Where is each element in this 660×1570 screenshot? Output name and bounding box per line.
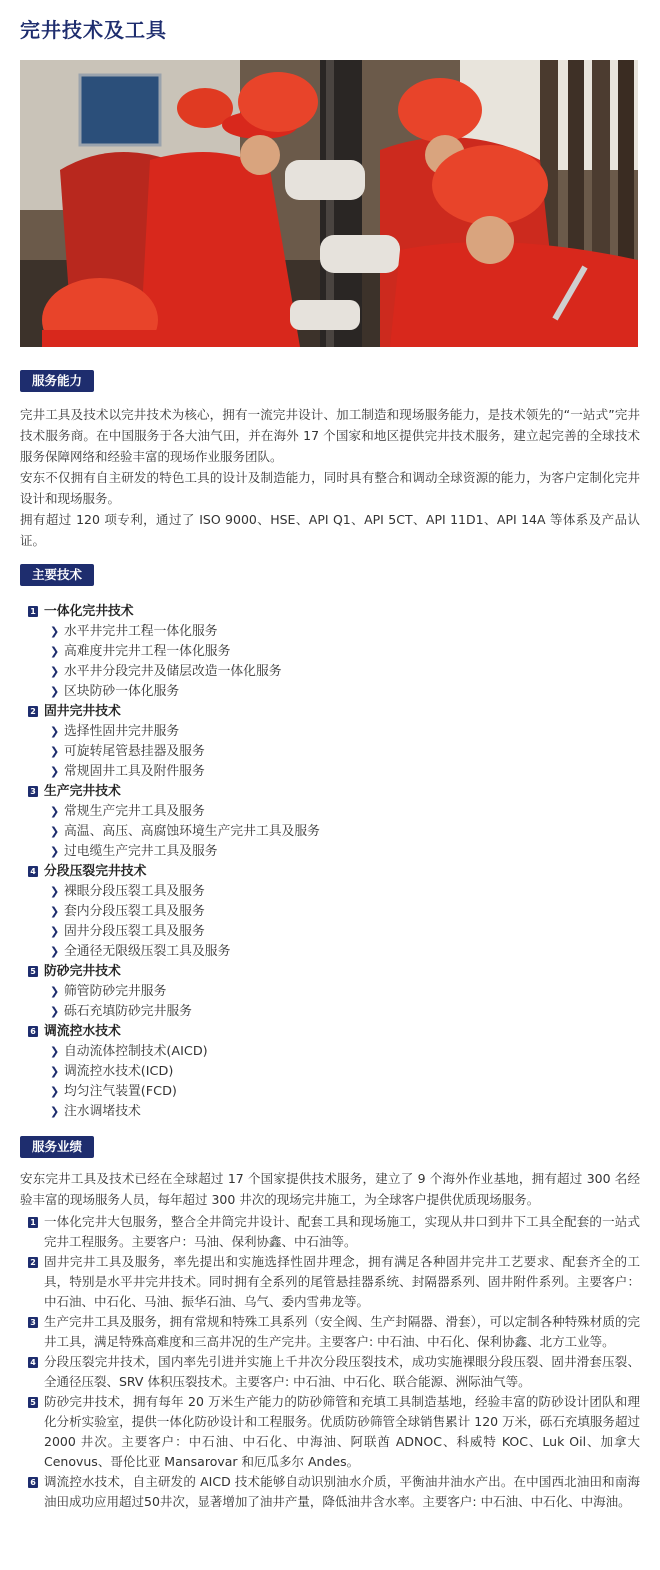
list-item-text: 防砂完井技术，拥有每年 20 万米生产能力的防砂筛管和充填工具制造基地，经验丰富的防砂设计团队和理化分析实验室，提供一体化防砂设计和工程服务。优质防砂筛管全球销售累计 120 万米，砾石充填服务超过 2000 井次。主要客户：中石油、中石化、中海油、阿联酋 ADNOC、科威特 KOC、Luk Oil、加拿大 Cenovus、哥伦比亚 Mansarovar 和厄瓜多尔 Andes。 bbox=[44, 1394, 640, 1469]
tech-item-label: 过电缆生产完井工具及服务 bbox=[64, 844, 218, 859]
list-item bbox=[28, 1352, 640, 1392]
tech-item-label: 自动流体控制技术(AICD) bbox=[64, 1044, 208, 1059]
tech-item-label: 高温、高压、高腐蚀环境生产完井工具及服务 bbox=[64, 824, 320, 839]
chevron-right-icon: ❯ bbox=[50, 765, 60, 778]
tech-category-title: 调流控水技术 bbox=[44, 1024, 121, 1039]
tech-item-label: 固井分段压裂工具及服务 bbox=[64, 924, 205, 939]
tech-item bbox=[28, 942, 638, 962]
list-item bbox=[28, 1392, 640, 1472]
tech-category-title: 固井完井技术 bbox=[44, 704, 121, 719]
list-item-text: 调流控水技术，自主研发的 AICD 技术能够自动识别油水介质，平衡油井油水产出。在中国西北油田和南海油田成功应用超过50井次，显著增加了油井产量，降低油井含水率。主要客户: 中石油、中石化、中海油。 bbox=[44, 1474, 640, 1509]
list-item bbox=[28, 1252, 640, 1312]
tech-item bbox=[28, 722, 638, 742]
number-badge: 6 bbox=[28, 1026, 38, 1037]
tech-item bbox=[28, 822, 638, 842]
hero-photo bbox=[20, 60, 638, 347]
tech-item bbox=[28, 1102, 638, 1122]
number-badge: 1 bbox=[28, 1217, 38, 1228]
number-badge: 1 bbox=[28, 606, 38, 617]
chevron-right-icon: ❯ bbox=[50, 1045, 60, 1058]
tech-item bbox=[28, 662, 638, 682]
list-item-text: 分段压裂完井技术，国内率先引进并实施上千井次分段压裂技术，成功实施裸眼分段压裂、固井滑套压裂、全通径压裂、SRV 体积压裂技术。主要客户: 中石油、中石化、联合能源、洲际油气等。 bbox=[44, 1354, 640, 1389]
chevron-right-icon: ❯ bbox=[50, 1005, 60, 1018]
tech-item-label: 水平井完井工程一体化服务 bbox=[64, 624, 218, 639]
tech-item bbox=[28, 642, 638, 662]
section-badge-capability: 服务能力 bbox=[20, 370, 94, 392]
number-badge: 6 bbox=[28, 1477, 38, 1488]
chevron-right-icon: ❯ bbox=[50, 985, 60, 998]
number-badge: 2 bbox=[28, 1257, 38, 1268]
chevron-right-icon: ❯ bbox=[50, 745, 60, 758]
chevron-right-icon: ❯ bbox=[50, 885, 60, 898]
hero-illustration bbox=[20, 60, 638, 347]
tech-item-label: 裸眼分段压裂工具及服务 bbox=[64, 884, 205, 899]
chevron-right-icon: ❯ bbox=[50, 1105, 60, 1118]
tech-item-label: 选择性固井完井服务 bbox=[64, 724, 180, 739]
chevron-right-icon: ❯ bbox=[50, 625, 60, 638]
list-item bbox=[28, 1212, 640, 1252]
tech-item bbox=[28, 762, 638, 782]
number-badge: 5 bbox=[28, 1397, 38, 1408]
tech-item-label: 水平井分段完井及储层改造一体化服务 bbox=[64, 664, 282, 679]
chevron-right-icon: ❯ bbox=[50, 685, 60, 698]
tech-category-title: 分段压裂完井技术 bbox=[44, 864, 147, 879]
tech-item bbox=[28, 622, 638, 642]
tech-item-label: 区块防砂一体化服务 bbox=[64, 684, 180, 699]
chevron-right-icon: ❯ bbox=[50, 725, 60, 738]
tech-item bbox=[28, 802, 638, 822]
tech-item-label: 全通径无限级压裂工具及服务 bbox=[64, 944, 231, 959]
tech-item-label: 套内分段压裂工具及服务 bbox=[64, 904, 205, 919]
chevron-right-icon: ❯ bbox=[50, 905, 60, 918]
tech-item bbox=[28, 922, 638, 942]
chevron-right-icon: ❯ bbox=[50, 1085, 60, 1098]
tech-item-label: 调流控水技术(ICD) bbox=[64, 1064, 174, 1079]
tech-item-label: 均匀注气装置(FCD) bbox=[64, 1084, 177, 1099]
chevron-right-icon: ❯ bbox=[50, 645, 60, 658]
performance-list bbox=[28, 1212, 640, 1512]
chevron-right-icon: ❯ bbox=[50, 845, 60, 858]
capability-paragraph-3: 拥有超过 120 项专利，通过了 ISO 9000、HSE、API Q1、API 5CT、API 11D1、API 14A 等体系及产品认证。 bbox=[20, 512, 640, 548]
section-badge-performance: 服务业绩 bbox=[20, 1136, 94, 1158]
chevron-right-icon: ❯ bbox=[50, 805, 60, 818]
number-badge: 2 bbox=[28, 706, 38, 717]
number-badge: 4 bbox=[28, 866, 38, 877]
tech-item bbox=[28, 902, 638, 922]
chevron-right-icon: ❯ bbox=[50, 945, 60, 958]
list-item-text: 生产完井工具及服务，拥有常规和特殊工具系列（安全阀、生产封隔器、滑套），可以定制各种特殊材质的完井工具，满足特殊高难度和三高井况的生产完井。主要客户: 中石油、中石化、保利协鑫、北方工业等。 bbox=[44, 1314, 640, 1349]
tech-item-label: 可旋转尾管悬挂器及服务 bbox=[64, 744, 205, 759]
number-badge: 5 bbox=[28, 966, 38, 977]
capability-paragraph-1: 完井工具及技术以完井技术为核心，拥有一流完井设计、加工制造和现场服务能力，是技术领先的“一站式”完井技术服务商。在中国服务于各大油气田，并在海外 17 个国家和地区提供完井技术服务，建立起完善的全球技术服务保障网络和经验丰富的现场作业服务团队。 bbox=[20, 407, 640, 464]
tech-item bbox=[28, 742, 638, 762]
technology-list bbox=[28, 602, 638, 1122]
tech-category-title: 生产完井技术 bbox=[44, 784, 121, 799]
tech-category bbox=[28, 602, 638, 622]
number-badge: 3 bbox=[28, 786, 38, 797]
tech-category bbox=[28, 1022, 638, 1042]
tech-item-label: 砾石充填防砂完井服务 bbox=[64, 1004, 192, 1019]
tech-item-label: 高难度井完井工程一体化服务 bbox=[64, 644, 231, 659]
tech-item bbox=[28, 1062, 638, 1082]
tech-item bbox=[28, 842, 638, 862]
tech-item bbox=[28, 1082, 638, 1102]
list-item-text: 固井完井工具及服务，率先提出和实施选择性固井理念，拥有满足各种固井完井工艺要求、配套齐全的工具，特别是水平井完井技术。同时拥有全系列的尾管悬挂器系统、封隔器系列、固井附件系列。主要客户：中石油、中石化、马油、振华石油、乌气、委内雪弗龙等。 bbox=[44, 1254, 640, 1309]
tech-item bbox=[28, 1002, 638, 1022]
tech-category bbox=[28, 862, 638, 882]
tech-item bbox=[28, 882, 638, 902]
tech-item-label: 常规固井工具及附件服务 bbox=[64, 764, 205, 779]
tech-item bbox=[28, 1042, 638, 1062]
chevron-right-icon: ❯ bbox=[50, 1065, 60, 1078]
tech-category-title: 防砂完井技术 bbox=[44, 964, 121, 979]
capability-paragraph-2: 安东不仅拥有自主研发的特色工具的设计及制造能力，同时具有整合和调动全球资源的能力，为客户定制化完井设计和现场服务。 bbox=[20, 470, 640, 506]
tech-category-title: 一体化完井技术 bbox=[44, 604, 134, 619]
page-title: 完井技术及工具 bbox=[20, 18, 167, 42]
list-item bbox=[28, 1472, 640, 1512]
tech-item-label: 筛管防砂完井服务 bbox=[64, 984, 167, 999]
performance-intro: 安东完井工具及技术已经在全球超过 17 个国家提供技术服务，建立了 9 个海外作业基地，拥有超过 300 名经验丰富的现场服务人员，每年超过 300 井次的现场完井施工，为全球客户提供优质现场服务。 bbox=[20, 1171, 640, 1207]
number-badge: 4 bbox=[28, 1357, 38, 1368]
chevron-right-icon: ❯ bbox=[50, 925, 60, 938]
list-item bbox=[28, 1312, 640, 1352]
chevron-right-icon: ❯ bbox=[50, 665, 60, 678]
tech-category bbox=[28, 782, 638, 802]
tech-category bbox=[28, 702, 638, 722]
tech-item bbox=[28, 982, 638, 1002]
chevron-right-icon: ❯ bbox=[50, 825, 60, 838]
section-badge-technologies: 主要技术 bbox=[20, 564, 94, 586]
tech-item bbox=[28, 682, 638, 702]
list-item-text: 一体化完井大包服务，整合全井筒完井设计、配套工具和现场施工，实现从井口到井下工具全配套的一站式完井工程服务。主要客户：马油、保利协鑫、中石油等。 bbox=[44, 1214, 640, 1249]
tech-category bbox=[28, 962, 638, 982]
number-badge: 3 bbox=[28, 1317, 38, 1328]
tech-item-label: 常规生产完井工具及服务 bbox=[64, 804, 205, 819]
tech-item-label: 注水调堵技术 bbox=[64, 1104, 141, 1119]
